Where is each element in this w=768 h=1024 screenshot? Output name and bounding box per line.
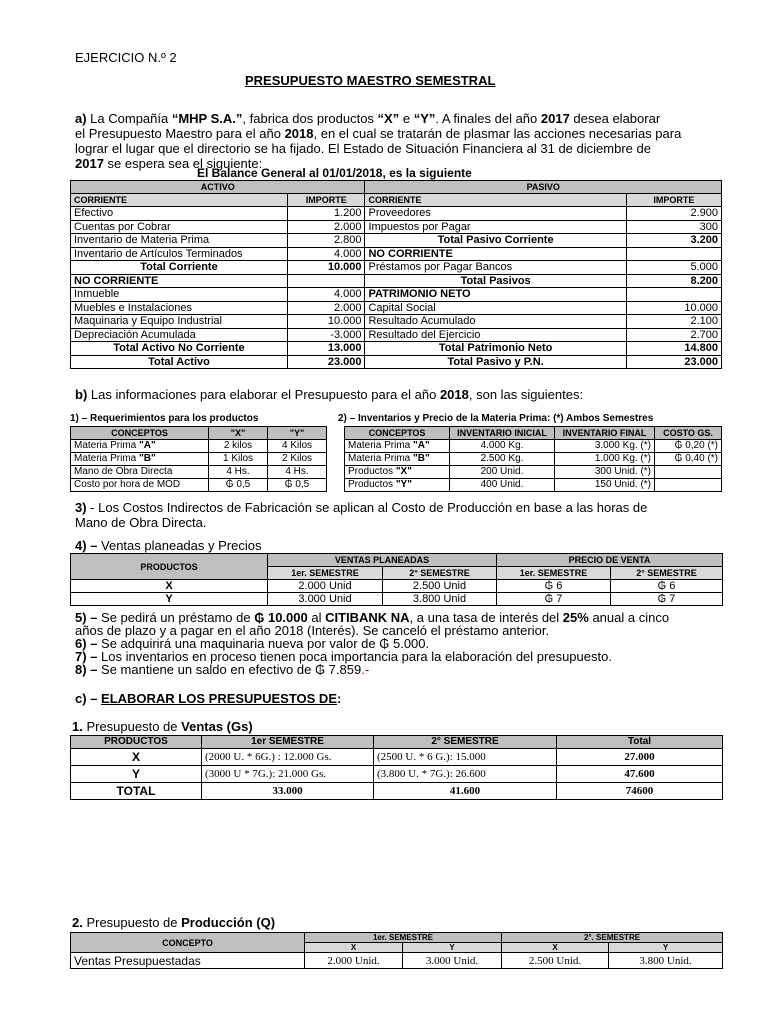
concept-text: Productos [348, 466, 396, 477]
asset-label: Total Activo No Corriente [71, 342, 288, 356]
asset-label: Total Corriente [71, 261, 288, 275]
item-3-line-1 [75, 500, 647, 515]
table-row [71, 466, 327, 479]
asset-label: NO CORRIENTE [71, 274, 288, 288]
activo-header: ACTIVO [71, 181, 365, 194]
asset-amount: 4.000 [287, 288, 365, 302]
balance-row [71, 220, 722, 234]
liability-label: Resultado Acumulado [365, 315, 626, 329]
liability-label: NO CORRIENTE [365, 247, 626, 261]
value-cell: ₲ 0,5 [268, 479, 327, 492]
liability-amount: 8.200 [626, 274, 721, 288]
asset-amount: 2.000 [287, 301, 365, 315]
balance-caption: El Balance General al 01/01/2018, es la siguiente [197, 166, 472, 180]
total-cell: 47.600 [557, 766, 723, 783]
value-cell: 3.000 Unid. [403, 953, 502, 969]
calc-cell: (3000 U * 7G.): 21.000 Gs. [202, 766, 374, 783]
column-header: "X" [209, 427, 268, 440]
item-text: .- [361, 662, 370, 677]
column-header: COSTO GS. [655, 427, 722, 440]
concept-code: "B" [139, 453, 156, 464]
liability-amount: 14.800 [626, 342, 721, 356]
section-c-colon: : [337, 691, 342, 706]
requirements-table [70, 426, 327, 492]
concept-cell [71, 440, 209, 453]
product-cell: Y [71, 593, 268, 606]
table-row [71, 580, 723, 593]
final-inventory-cell: 3.000 Kg. (*) [555, 440, 655, 453]
cost-cell [655, 466, 722, 479]
concept-text: Materia Prima [74, 453, 140, 464]
bank-name: CITIBANK NA [325, 610, 410, 625]
pasivo-header: PASIVO [365, 181, 722, 194]
liability-amount: 3.200 [626, 234, 721, 248]
budget-number: 2. [72, 915, 83, 930]
year: 2017 [75, 156, 104, 171]
concept-text: Costo por hora de MOD [74, 479, 181, 490]
value-cell: 3.800 Unid. [609, 953, 723, 969]
inventory-title: 2) – Inventarios y Precio de la Materia Prima: (*) Ambos Semestres [338, 413, 654, 424]
asset-label: Maquinaria y Equipo Industrial [71, 315, 288, 329]
concept-cell [71, 453, 209, 466]
concept-cell [345, 466, 450, 479]
item-text: Se pedirá un préstamo de [97, 610, 255, 625]
concept-cell [71, 466, 209, 479]
value-cell: ₲ 6 [497, 580, 611, 593]
table-row [71, 453, 327, 466]
item-3-label: 3) [75, 500, 87, 515]
asset-amount [287, 274, 365, 288]
asset-amount: 10.000 [287, 315, 365, 329]
final-inventory-cell: 150 Unid. (*) [555, 479, 655, 492]
item-text: Se adquirirá una maquinaria nueva por valor de [97, 636, 380, 651]
asset-label: Efectivo [71, 207, 288, 221]
budget-sales-title [72, 719, 253, 734]
product-x: “X” [377, 111, 400, 126]
balance-row [71, 247, 722, 261]
item-3 [75, 500, 647, 530]
initial-inventory-cell: 2.500 Kg. [450, 453, 555, 466]
budget-production-title [72, 915, 275, 930]
final-inventory-cell: 300 Unid. (*) [555, 466, 655, 479]
intro-text: La Compañía [86, 111, 172, 126]
productos-header: PRODUCTOS [71, 736, 202, 749]
item-3-line-2: Mano de Obra Directa. [75, 515, 207, 530]
initial-inventory-cell: 200 Unid. [450, 466, 555, 479]
liability-amount: 300 [626, 220, 721, 234]
calc-cell: (2500 U. * 6 G.): 15.000 [374, 749, 557, 766]
budget-name: Ventas (Gs) [181, 719, 253, 734]
x-header: X [502, 943, 609, 953]
item-4-text: Ventas planeadas y Precios [97, 538, 262, 553]
product-cell: X [71, 580, 268, 593]
total-cell: 41.600 [374, 783, 557, 800]
intro-line-1 [75, 111, 715, 126]
concept-text: Materia Prima [348, 453, 414, 464]
budget-text: Presupuesto de [82, 719, 182, 734]
balance-row [71, 301, 722, 315]
item-8-label: 8) – [75, 662, 98, 677]
liability-label: Capital Social [365, 301, 626, 315]
asset-amount: 10.000 [287, 261, 365, 275]
intro-paragraph [75, 111, 715, 171]
value-cell: 2.500 Unid. [502, 953, 609, 969]
concept-cell [345, 440, 450, 453]
value-cell: 2.000 Unid. [305, 953, 403, 969]
asset-label: Inventario de Artículos Terminados [71, 247, 288, 261]
cost-cell: ₲ 0,20 (*) [655, 440, 722, 453]
machine-value: ₲ 5.000. [379, 636, 430, 651]
importe-header: IMPORTE [287, 194, 365, 207]
intro-text: el Presupuesto Maestro para el año [75, 126, 285, 141]
item-4-label: 4) – [75, 538, 98, 553]
intro-line-2 [75, 126, 715, 141]
asset-label: Inventario de Materia Prima [71, 234, 288, 248]
year: 2018 [439, 387, 469, 402]
balance-row [71, 328, 722, 342]
items-5-8 [75, 611, 669, 676]
concept-text: Materia Prima [348, 440, 414, 451]
calc-cell: (2000 U. * 6G.) : 12.000 Gs. [202, 749, 374, 766]
value-cell: 4 Kilos [268, 440, 327, 453]
interest-rate: 25% [562, 610, 589, 625]
total-row [71, 783, 723, 800]
value-cell: 2 Kilos [268, 453, 327, 466]
sem2-header: 2°. SEMESTRE [502, 933, 723, 943]
value-cell: ₲ 7 [611, 593, 723, 606]
sem2-header: 2° SEMESTRE [383, 567, 497, 580]
balance-row [71, 207, 722, 221]
item-7-label: 7) – [75, 649, 98, 664]
concept-cell [345, 479, 450, 492]
company-name: “MHP S.A.” [171, 111, 243, 126]
cash-balance: ₲ 7.859 [314, 662, 362, 677]
value-cell: 2.500 Unid [383, 580, 497, 593]
section-c-title: ELABORAR LOS PRESUPUESTOS DE [101, 691, 337, 706]
intro-text: se espera sea el siguiente: [103, 156, 263, 171]
item-text: Se mantiene un saldo en efectivo de [97, 662, 315, 677]
sem2-header: 2° SEMESTRE [374, 736, 557, 749]
budget-number: 1. [72, 719, 83, 734]
value-cell: 3.000 Unid [268, 593, 383, 606]
value-cell: 3.800 Unid [383, 593, 497, 606]
initial-inventory-cell: 400 Unid. [450, 479, 555, 492]
column-header: INVENTARIO FINAL [555, 427, 655, 440]
table-row [345, 479, 722, 492]
value-cell: 1 Kilos [209, 453, 268, 466]
x-header: X [305, 943, 403, 953]
liability-amount [626, 288, 721, 302]
intro-label: a) [75, 111, 87, 126]
productos-header: PRODUCTOS [71, 554, 268, 580]
liability-label: Impuestos por Pagar [365, 220, 626, 234]
cost-cell: ₲ 0,40 (*) [655, 453, 722, 466]
concept-code: "Y" [395, 479, 412, 490]
value-cell: ₲ 0,5 [209, 479, 268, 492]
section-b-text [75, 387, 583, 402]
liability-amount: 23.000 [626, 355, 721, 369]
section-b-body: Las informaciones para elaborar el Presupuesto para el año [87, 387, 440, 402]
concept-text: Mano de Obra Directa [74, 466, 173, 477]
sales-plan-table [70, 553, 723, 606]
concept-text: Productos [348, 479, 396, 490]
item-6-label: 6) – [75, 636, 98, 651]
loan-amount: ₲ 10.000 [254, 610, 308, 625]
intro-text: desea elaborar [569, 111, 661, 126]
product-y: “Y” [413, 111, 436, 126]
column-header: "Y" [268, 427, 327, 440]
asset-label: Depreciación Acumulada [71, 328, 288, 342]
product-cell: Y [71, 766, 202, 783]
value-cell: 4 Hs. [209, 466, 268, 479]
balance-row [71, 274, 722, 288]
corriente-header: CORRIENTE [365, 194, 626, 207]
total-cell: 33.000 [202, 783, 374, 800]
calc-cell: (3.800 U. * 7G.): 26.600 [374, 766, 557, 783]
year: 2017 [540, 111, 570, 126]
sem1-header: 1er. SEMESTRE [497, 567, 611, 580]
table-row [345, 440, 722, 453]
intro-text: e [399, 111, 414, 126]
intro-text: , en el cual se tratarán de plasmar las acciones necesarias para [313, 126, 682, 141]
header-row [345, 427, 722, 440]
table-row [71, 766, 723, 783]
concept-cell [345, 453, 450, 466]
asset-label: Cuentas por Cobrar [71, 220, 288, 234]
liability-amount: 10.000 [626, 301, 721, 315]
concept-cell: Ventas Presupuestadas [71, 953, 305, 969]
sales-budget-table [70, 735, 723, 800]
liability-amount: 2.700 [626, 328, 721, 342]
asset-label: Total Activo [71, 355, 288, 369]
final-inventory-cell: 1.000 Kg. (*) [555, 453, 655, 466]
balance-row [71, 234, 722, 248]
asset-amount: 2.800 [287, 234, 365, 248]
sem1-header: 1er SEMESTRE [202, 736, 374, 749]
section-b-label: b) [75, 387, 88, 402]
balance-row [71, 355, 722, 369]
initial-inventory-cell: 4.000 Kg. [450, 440, 555, 453]
requirements-title: 1) – Requerimientos para los productos [70, 413, 259, 424]
concept-text: Materia Prima [74, 440, 140, 451]
cost-cell [655, 479, 722, 492]
table-row [345, 466, 722, 479]
total-cell: 74600 [557, 783, 723, 800]
table-row [71, 440, 327, 453]
column-header: CONCEPTOS [345, 427, 450, 440]
intro-line-3: lograr el lugar que el directorio se ha fijado. El Estado de Situación Financiera al 31 de diciembre de [75, 141, 651, 156]
item-8 [75, 663, 669, 676]
item-text: anual a cinco [588, 610, 670, 625]
liability-label: Total Patrimonio Neto [365, 342, 626, 356]
total-cell: 27.000 [557, 749, 723, 766]
concept-code: "A" [413, 440, 430, 451]
sem1-header: 1er. SEMESTRE [305, 933, 502, 943]
asset-amount: 23.000 [287, 355, 365, 369]
item-4 [75, 538, 261, 553]
production-budget-table [70, 932, 723, 969]
y-header: Y [609, 943, 723, 953]
section-c [75, 691, 341, 706]
precio-venta-header: PRECIO DE VENTA [497, 554, 723, 567]
balance-row [71, 315, 722, 329]
table-row [71, 749, 723, 766]
column-header: INVENTARIO INICIAL [450, 427, 555, 440]
header-row [71, 427, 327, 440]
liability-label: Total Pasivo Corriente [365, 234, 626, 248]
concept-code: "X" [395, 466, 412, 477]
concept-code: "B" [413, 453, 430, 464]
asset-label: Inmueble [71, 288, 288, 302]
section-c-label: c) – [75, 691, 98, 706]
asset-label: Muebles e Instalaciones [71, 301, 288, 315]
balance-row [71, 288, 722, 302]
value-cell: ₲ 7 [497, 593, 611, 606]
section-b-body: , son las siguientes: [468, 387, 584, 402]
document-title: PRESUPUESTO MAESTRO SEMESTRAL [245, 73, 496, 88]
item-text: , a una tasa de interés del [409, 610, 563, 625]
total-header: Total [557, 736, 723, 749]
balance-table [70, 180, 722, 369]
liability-amount: 5.000 [626, 261, 721, 275]
asset-amount: 13.000 [287, 342, 365, 356]
liability-label: Préstamos por Pagar Bancos [365, 261, 626, 275]
sem2-header: 2° SEMESTRE [611, 567, 723, 580]
liability-amount: 2.900 [626, 207, 721, 221]
value-cell: 2 kilos [209, 440, 268, 453]
liability-amount [626, 247, 721, 261]
asset-amount: 4.000 [287, 247, 365, 261]
value-cell: ₲ 6 [611, 580, 723, 593]
balance-row [71, 261, 722, 275]
importe-header: IMPORTE [626, 194, 721, 207]
concept-code: "A" [139, 440, 156, 451]
item-5-label: 5) – [75, 610, 98, 625]
table-row [345, 453, 722, 466]
liability-label: Proveedores [365, 207, 626, 221]
column-header: CONCEPTOS [71, 427, 209, 440]
liability-label: Total Pasivos [365, 274, 626, 288]
concepto-header: CONCEPTO [71, 933, 305, 953]
intro-text: , fabrica dos productos [242, 111, 378, 126]
item-text: Los inventarios en proceso tienen poca importancia para la elaboración del presupuesto. [97, 649, 612, 664]
ventas-planeadas-header: VENTAS PLANEADAS [268, 554, 497, 567]
product-cell: X [71, 749, 202, 766]
budget-text: Presupuesto de [82, 915, 182, 930]
item-5-line-2: años de plazo y a pagar en el año 2018 (Interés). Se canceló el préstamo anterior. [75, 623, 550, 638]
asset-amount: 1.200 [287, 207, 365, 221]
year: 2018 [284, 126, 314, 141]
value-cell: 4 Hs. [268, 466, 327, 479]
value-cell: 2.000 Unid [268, 580, 383, 593]
intro-text: . A finales del año [435, 111, 541, 126]
sem1-header: 1er. SEMESTRE [268, 567, 383, 580]
table-row [71, 593, 723, 606]
asset-amount: -3.000 [287, 328, 365, 342]
inventory-table [344, 426, 722, 492]
budget-name: Producción (Q) [181, 915, 276, 930]
item-text: al [307, 610, 326, 625]
liability-label: Total Pasivo y P.N. [365, 355, 626, 369]
corriente-header: CORRIENTE [71, 194, 288, 207]
asset-amount: 2.000 [287, 220, 365, 234]
liability-label: PATRIMONIO NETO [365, 288, 626, 302]
liability-label: Resultado del Ejercicio [365, 328, 626, 342]
balance-row [71, 342, 722, 356]
item-3-text: - Los Costos Indirectos de Fabricación se aplican al Costo de Producción en base a las horas de [86, 500, 648, 515]
total-label: TOTAL [71, 783, 202, 800]
concept-cell [71, 479, 209, 492]
liability-amount: 2.100 [626, 315, 721, 329]
exercise-heading: EJERCICIO N.º 2 [75, 50, 177, 65]
y-header: Y [403, 943, 502, 953]
table-row [71, 479, 327, 492]
